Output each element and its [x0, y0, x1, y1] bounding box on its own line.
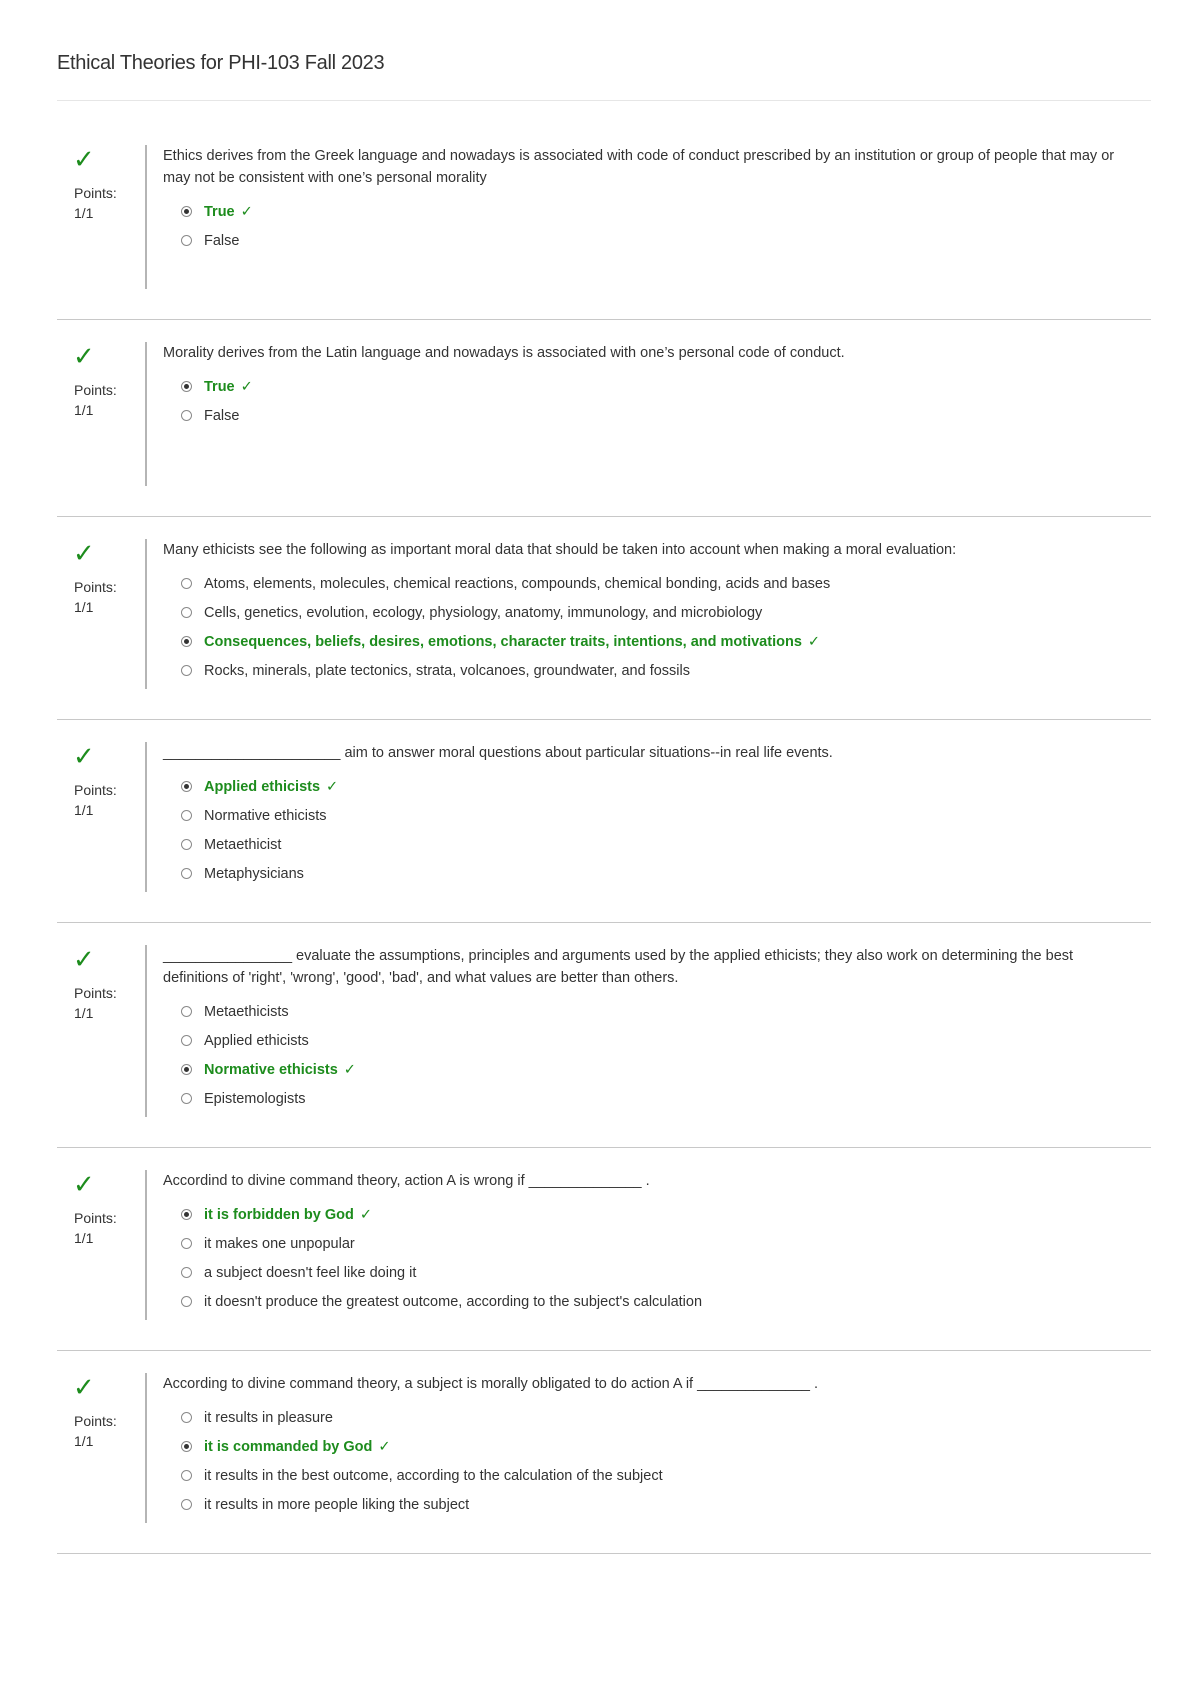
answer-option-label: Rocks, minerals, plate tectonics, strata, volcanoes, groundwater, and fossils: [204, 662, 690, 679]
points-label: Points:: [74, 382, 117, 398]
answer-options: [163, 197, 1151, 255]
answer-option-label: it doesn't produce the greatest outcome, according to the subject's calculation: [204, 1293, 703, 1310]
radio-empty-icon[interactable]: [181, 868, 192, 879]
question-text: ________________ evaluate the assumptions, principles and arguments used by the applied ethicists; they also work on determining the best definitions of 'right', 'wrong', 'good', 'bad', and what values are better than others.: [163, 948, 1074, 986]
answer-option-label: Normative ethicists: [204, 1061, 338, 1078]
answer-option-label: False: [204, 407, 240, 424]
answer-option[interactable]: [181, 1200, 1151, 1229]
question-body: [145, 1170, 1151, 1320]
radio-selected-icon[interactable]: [181, 206, 192, 217]
answer-option[interactable]: [181, 1229, 1151, 1258]
answer-option-label: Atoms, elements, molecules, chemical reactions, compounds, chemical bonding, acids and bases: [204, 575, 831, 592]
page-title: Ethical Theories for PHI-103 Fall 2023: [57, 52, 385, 74]
correct-check-icon: ✓: [73, 342, 95, 372]
question-block: [57, 145, 1151, 319]
question-text: Ethics derives from the Greek language and nowadays is associated with code of conduct prescribed by an institution or group of people that may or may not be consistent with one’s personal morality: [163, 148, 1115, 186]
question-divider: [57, 319, 1151, 320]
radio-empty-icon[interactable]: [181, 839, 192, 850]
question-divider: [57, 719, 1151, 720]
correct-check-icon: ✓: [73, 539, 95, 569]
correct-check-icon: ✓: [73, 742, 95, 772]
answer-options: [163, 1200, 1151, 1316]
answer-option-label: it is commanded by God: [204, 1438, 373, 1455]
answer-option[interactable]: [181, 1403, 1151, 1432]
answer-option-label: it is forbidden by God: [204, 1206, 354, 1223]
points-value: 1/1: [74, 1433, 94, 1449]
answer-option[interactable]: [181, 598, 1151, 627]
answer-option[interactable]: [181, 1084, 1151, 1113]
answer-option[interactable]: [181, 1026, 1151, 1055]
question-text: Many ethicists see the following as important moral data that should be taken into account when making a moral evaluation:: [163, 542, 957, 558]
question-body: [145, 342, 1151, 486]
question-body: [145, 945, 1151, 1117]
correct-answer-check-icon: ✓: [240, 203, 253, 220]
question-divider: [57, 516, 1151, 517]
radio-selected-icon[interactable]: [181, 781, 192, 792]
answer-option-label: Consequences, beliefs, desires, emotions, character traits, intentions, and motivations: [204, 633, 802, 650]
points-value: 1/1: [74, 205, 94, 221]
answer-option[interactable]: [181, 656, 1151, 685]
question-list: [57, 145, 1151, 1554]
question-body: [145, 145, 1151, 289]
question-block: [57, 1373, 1151, 1553]
radio-empty-icon[interactable]: [181, 665, 192, 676]
answer-option[interactable]: [181, 197, 1151, 226]
question-score: [57, 1170, 145, 1320]
answer-option[interactable]: [181, 226, 1151, 255]
question-block: [57, 539, 1151, 719]
radio-selected-icon[interactable]: [181, 1441, 192, 1452]
answer-option-label: Epistemologists: [204, 1090, 306, 1107]
points-value: 1/1: [74, 1005, 94, 1021]
answer-option-label: Applied ethicists: [204, 778, 321, 795]
answer-option[interactable]: [181, 1461, 1151, 1490]
question-block: [57, 1170, 1151, 1350]
radio-selected-icon[interactable]: [181, 381, 192, 392]
answer-option-label: Cells, genetics, evolution, ecology, physiology, anatomy, immunology, and microbiology: [204, 604, 763, 621]
answer-option[interactable]: [181, 1432, 1151, 1461]
answer-option-label: it results in the best outcome, according to the calculation of the subject: [204, 1467, 663, 1484]
question-divider: [57, 1147, 1151, 1148]
points-label: Points:: [74, 782, 117, 798]
radio-empty-icon[interactable]: [181, 1412, 192, 1423]
correct-answer-check-icon: ✓: [359, 1206, 372, 1223]
correct-check-icon: ✓: [73, 1170, 95, 1200]
answer-option[interactable]: [181, 859, 1151, 888]
answer-option-label: Normative ethicists: [204, 807, 327, 824]
question-body: [145, 742, 1151, 892]
correct-answer-check-icon: ✓: [240, 378, 253, 395]
question-score: [57, 1373, 145, 1523]
question-block: [57, 945, 1151, 1147]
answer-option[interactable]: [181, 772, 1151, 801]
answer-option-label: True: [204, 203, 235, 220]
question-text: Accordind to divine command theory, action A is wrong if ______________ .: [163, 1173, 650, 1189]
radio-selected-icon[interactable]: [181, 636, 192, 647]
radio-empty-icon[interactable]: [181, 1470, 192, 1481]
question-score: [57, 342, 145, 486]
correct-check-icon: ✓: [73, 145, 95, 175]
answer-options: [163, 569, 1151, 685]
answer-option-label: Metaethicist: [204, 836, 282, 853]
points-label: Points:: [74, 579, 117, 595]
answer-option-label: it results in more people liking the subject: [204, 1496, 470, 1513]
answer-option[interactable]: [181, 1055, 1151, 1084]
radio-empty-icon[interactable]: [181, 578, 192, 589]
question-score: [57, 945, 145, 1117]
question-block: [57, 342, 1151, 516]
radio-empty-icon[interactable]: [181, 1296, 192, 1307]
points-value: 1/1: [74, 1230, 94, 1246]
correct-answer-check-icon: ✓: [378, 1438, 391, 1455]
answer-option-label: Metaethicists: [204, 1003, 289, 1020]
answer-option[interactable]: [181, 569, 1151, 598]
answer-option[interactable]: [181, 997, 1151, 1026]
radio-empty-icon[interactable]: [181, 1035, 192, 1046]
answer-option-label: a subject doesn't feel like doing it: [204, 1264, 417, 1281]
answer-options: [163, 372, 1151, 430]
points-label: Points:: [74, 1210, 117, 1226]
answer-option[interactable]: [181, 372, 1151, 401]
radio-empty-icon[interactable]: [181, 1267, 192, 1278]
answer-option[interactable]: [181, 1490, 1151, 1519]
points-value: 1/1: [74, 802, 94, 818]
answer-option[interactable]: [181, 627, 1151, 656]
question-text: According to divine command theory, a subject is morally obligated to do action A if ______________ .: [163, 1376, 819, 1392]
title-divider: [57, 100, 1151, 101]
points-label: Points:: [74, 985, 117, 1001]
answer-option-label: False: [204, 232, 240, 249]
correct-check-icon: ✓: [73, 1373, 95, 1403]
answer-option[interactable]: [181, 1258, 1151, 1287]
quiz-page: [57, 0, 1151, 1576]
answer-options: [163, 1403, 1151, 1519]
radio-empty-icon[interactable]: [181, 607, 192, 618]
radio-empty-icon[interactable]: [181, 1238, 192, 1249]
correct-answer-check-icon: ✓: [807, 633, 821, 650]
question-score: [57, 145, 145, 289]
question-body: [145, 539, 1151, 689]
answer-option-label: Applied ethicists: [204, 1032, 309, 1049]
question-divider: [57, 922, 1151, 923]
answer-option[interactable]: [181, 801, 1151, 830]
question-text: Morality derives from the Latin language and nowadays is associated with one’s personal code of conduct.: [163, 345, 845, 361]
question-score: [57, 539, 145, 689]
radio-empty-icon[interactable]: [181, 1093, 192, 1104]
radio-empty-icon[interactable]: [181, 810, 192, 821]
question-divider: [57, 1553, 1151, 1554]
correct-answer-check-icon: ✓: [326, 778, 339, 795]
answer-option[interactable]: [181, 1287, 1151, 1316]
points-label: Points:: [74, 185, 117, 201]
answer-options: [163, 997, 1151, 1113]
radio-empty-icon[interactable]: [181, 1006, 192, 1017]
question-body: [145, 1373, 1151, 1523]
radio-selected-icon[interactable]: [181, 1064, 192, 1075]
radio-selected-icon[interactable]: [181, 1209, 192, 1220]
answer-options: [163, 772, 1151, 888]
points-value: 1/1: [74, 402, 94, 418]
question-text: ______________________ aim to answer moral questions about particular situations--in real life events.: [163, 745, 833, 761]
answer-option-label: it makes one unpopular: [204, 1235, 355, 1252]
points-value: 1/1: [74, 599, 94, 615]
question-score: [57, 742, 145, 892]
radio-empty-icon[interactable]: [181, 235, 192, 246]
answer-option-label: True: [204, 378, 235, 395]
answer-option-label: Metaphysicians: [204, 865, 304, 882]
radio-empty-icon[interactable]: [181, 410, 192, 421]
radio-empty-icon[interactable]: [181, 1499, 192, 1510]
answer-option[interactable]: [181, 830, 1151, 859]
answer-option[interactable]: [181, 401, 1151, 430]
correct-check-icon: ✓: [73, 945, 95, 975]
question-block: [57, 742, 1151, 922]
answer-option-label: it results in pleasure: [204, 1409, 333, 1426]
points-label: Points:: [74, 1413, 117, 1429]
correct-answer-check-icon: ✓: [343, 1061, 356, 1078]
question-divider: [57, 1350, 1151, 1351]
